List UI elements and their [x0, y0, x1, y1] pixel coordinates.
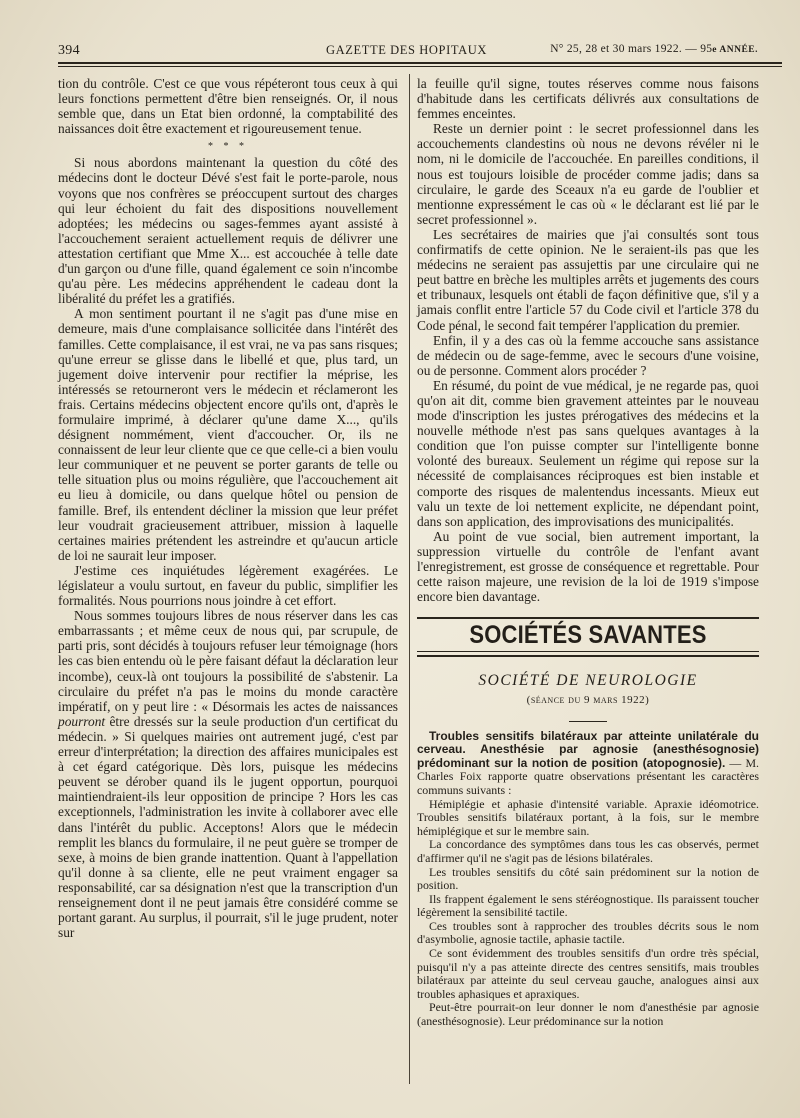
text-run: Nous sommes toujours libres de nous réserver dans les cas embarrassants ; et même ceux de nous qui, par scrupule, de parti pris, sont décidés à toujours refuser leur témoignage (hors les cas bien entendu où le père faisant défaut la déclaration leur incombe), ceux-là ont toujours la possibilité de s'abstenir. La circulaire du préfet n'a pas le moins du monde caractère impératif, on y peut lire : « Désormais les actes de naissances	[58, 608, 398, 714]
session-date: (séance du 9 mars 1922)	[526, 694, 650, 707]
short-divider	[569, 721, 607, 722]
text-run: être dressés sur la seule production d'un certificat du médecin. » Si quelques mairies ont autrement jugé, c'est par erreur d'interprétation; la direction des affaires municipales est à cet égard catégorique. Dès lors, puisque les médecins peuvent se dérober quand ils le jugent opportun, pourquoi maintiendraient-ils leur opposition de principe ? Hors les cas exceptionnels, l'administration les invite à collaborer avec elle dans l'intérêt du public. Acceptons! Alors que le médecin remplit les blancs du formulaire, il ne peut guère se tromper de sexe, à moins de bien grande inattention. Quant à l'appellation qu'il donne à sa cliente, elle ne peut vraiment engager sa responsabilité, car sa désignation n'est que la transcription d'un renseignement dont il ne peut jamais être considéré comme se portant garant. Au surplus, il pourrait, s'il le juge prudent, noter sur	[58, 713, 398, 941]
paragraph: La concordance des symptômes dans tous les cas observés, permet d'affirmer qu'il ne s'agit pas de lésions bilatérales.	[417, 837, 759, 865]
right-column	[417, 76, 759, 1029]
report-body	[417, 730, 759, 1029]
page-number: 394	[58, 43, 80, 58]
header-rule-thin	[58, 66, 782, 67]
society-title: SOCIÉTÉ DE NEUROLOGIE	[478, 672, 698, 690]
page-header	[58, 40, 758, 62]
paragraph: En résumé, du point de vue médical, je ne regarde pas, quoi qu'on ait dit, comme bien gravement atteintes par le nouveau mode d'inscription les justes prérogatives des médecins et la nouvelle méthode n'est pas sans quelques avantages à la condition que l'on puisse compter sur l'intelligente bonne volonté des bureaux. Seulement un régime qui repose sur la nécessité de complaisances réciproques est bien instable et comporte des risques de malentendus incessants. Mieux eut valu un texte de loi nettement explicite, ne dépendant point, dans son application, des improvisations des municipalités.	[417, 377, 759, 529]
paragraph: Reste un dernier point : le secret professionnel dans les accouchements clandestins où nous ne devons révéler ni le nom, ni le domicile de l'accouchée. En pareilles conditions, il nous est toujours loisible de procéder comme jadis; dans sa circulaire, le garde des Sceaux n'a eu garde de l'oublier et mentionne expressément le cas où « le déclarant est lié par le secret professionnel ».	[417, 121, 759, 227]
paragraph: Les troubles sensitifs du côté sain prédominent sur la notion de position.	[417, 864, 759, 893]
paragraph	[417, 730, 759, 798]
text-run: — M. Charles Foix rapporte quatre observations présentant les caractères communs suivants :	[417, 755, 759, 797]
paragraph: Ces troubles sont à rapprocher des troubles décrits sous le nom d'asymbolie, agnosie tactile, aphasie tactile.	[417, 918, 759, 947]
section-title: SOCIÉTÉS SAVANTES	[469, 620, 707, 650]
emphasis: pourront	[58, 713, 106, 729]
paragraph: Si nous abordons maintenant la question du côté des médecins dont le docteur Dévé s'est fait le porte-parole, nous voyons que nos confrères se préoccupent surtout des charges qui leur échoient du fait des dispositions nouvellement adoptées; les médecins ou sages-femmes ayant assisté à l'accouchement seraient actuellement requis de délivrer une attestation certifiant que Mme X... est accouchée à telle date d'un garçon ou d'une fille, quand également ce soin n'incombe qu'au père. Les médecins appréhendent le cadeau dont la libéralité du préfet les a gratifiés.	[58, 155, 398, 307]
paragraph: A mon sentiment pourtant il ne s'agit pas d'une mise en demeure, mais d'une complaisance sollicitée dans l'intérêt des familles. Cette complaisance, il est vrai, ne va pas sans risques; qu'une erreur se glisse dans le libellé et que, plus tard, un jugement doive intervenir pour rectifier la méprise, les intéressés se retourneront vers le médecin et réclameront les frais. Certains médecins objectent encore qu'ils ont, d'après le formulaire imprimé, à déclarer qu'une dame X..., qu'ils désignent nommément, vient d'accoucher. Or, ils ne connaissent de leur leur cliente que ce que celle-ci a bien voulu leur communiquer et ne peuvent se porter garants de telle ou telle situation plus ou moins régulière, que l'accouchement ait eu lieu à domicile, ou dans quelque hôtel ou pension de famille. Bref, ils entendent décliner la mission que leur préfet leur voudrait gracieusement attribuer, mission à laquelle certaines mairies prétendent les astreindre et qu'aucun article de loi ne saurait leur imposer.	[58, 306, 398, 563]
report-heading: Troubles sensitifs bilatéraux par atteinte unilatérale du cerveau. Anesthésie par agnosie (anesthésognosie) prédominant sur la notion de position (atopognosie).	[417, 728, 759, 770]
section-heading-box	[417, 617, 759, 652]
paragraph: Les secrétaires de mairies que j'ai consultés sont tous confirmatifs de cette opinion. Ne le seraient-ils pas que les médecins ne seraient pas assujettis par une circulaire qui ne peut battre en brèche les multiples arrêts et jugements des cours et tribunaux, lesquels ont établi de façon définitive que, s'il y a jamais conflit entre l'article 57 du Code civil et l'article 378 du Code pénal, le second fait tempérer l'application du premier.	[417, 226, 759, 333]
paragraph: Ils frappent également le sens stéréognostique. Ils paraissent toucher légèrement la sensibilité tactile.	[417, 891, 759, 920]
left-column	[58, 76, 398, 940]
paragraph: la feuille qu'il signe, toutes réserves comme nous faisons d'habitude dans les certificats délivrés aux consultations de femmes enceintes.	[417, 76, 759, 122]
section-stars: * * *	[208, 141, 248, 153]
issue-info	[550, 43, 758, 55]
journal-title: GAZETTE DES HOPITAUX	[326, 43, 487, 57]
paragraph: Hémiplégie et aphasie d'intensité variable. Apraxie idéomotrice. Troubles sensitifs bilatéraux portant, à la fois, sur le membre hémiplégique et sur le membre sain.	[417, 796, 759, 838]
issue-year-suffix: e ANNÉE.	[712, 45, 758, 55]
paragraph: Enfin, il y a des cas où la femme accouche sans assistance de médecin ou de sage-femme, avec le secours d'une voisine, ou de personne. Comment alors procéder ?	[417, 332, 759, 378]
paragraph: Ce sont évidemment des troubles sensitifs d'un ordre très spécial, puisqu'il n'y a pas atteinte directe des centres sensitifs, mais troubles bilatéraux par atteinte du seul cerveau gauche, analogues ainsi aux troubles aphasiques et apraxiques.	[417, 946, 759, 1001]
column-divider	[409, 74, 410, 1084]
issue-date: N° 25, 28 et 30 mars 1922. — 95	[550, 43, 713, 55]
section-rule	[417, 655, 759, 657]
paragraph: tion du contrôle. C'est ce que vous répéteront tous ceux à qui leurs fonctions permettent d'être bien renseignés. Or, il nous semble que, dans un Etat bien ordonné, la comptabilité des naissances doit être exactement et rigoureusement tenue.	[58, 76, 398, 137]
paragraph: Peut-être pourrait-on leur donner le nom d'anesthésie par agnosie (anesthésognosie). Leur prédominance sur la notion	[417, 1000, 759, 1029]
paragraph	[58, 608, 398, 940]
paragraph: Au point de vue social, bien autrement important, la suppression virtuelle du contrôle de l'enfant avant l'enregistrement, est grosse de conséquence et regrettable. Pour cette raison majeure, une revision de la loi de 1919 s'impose encore bien davantage.	[417, 528, 759, 605]
header-rule	[58, 62, 782, 64]
paragraph: J'estime ces inquiétudes légèrement exagérées. Le législateur a voulu surtout, en faveur du public, simplifier les formalités. Nous pourrions nous joindre à cet effort.	[58, 562, 398, 609]
